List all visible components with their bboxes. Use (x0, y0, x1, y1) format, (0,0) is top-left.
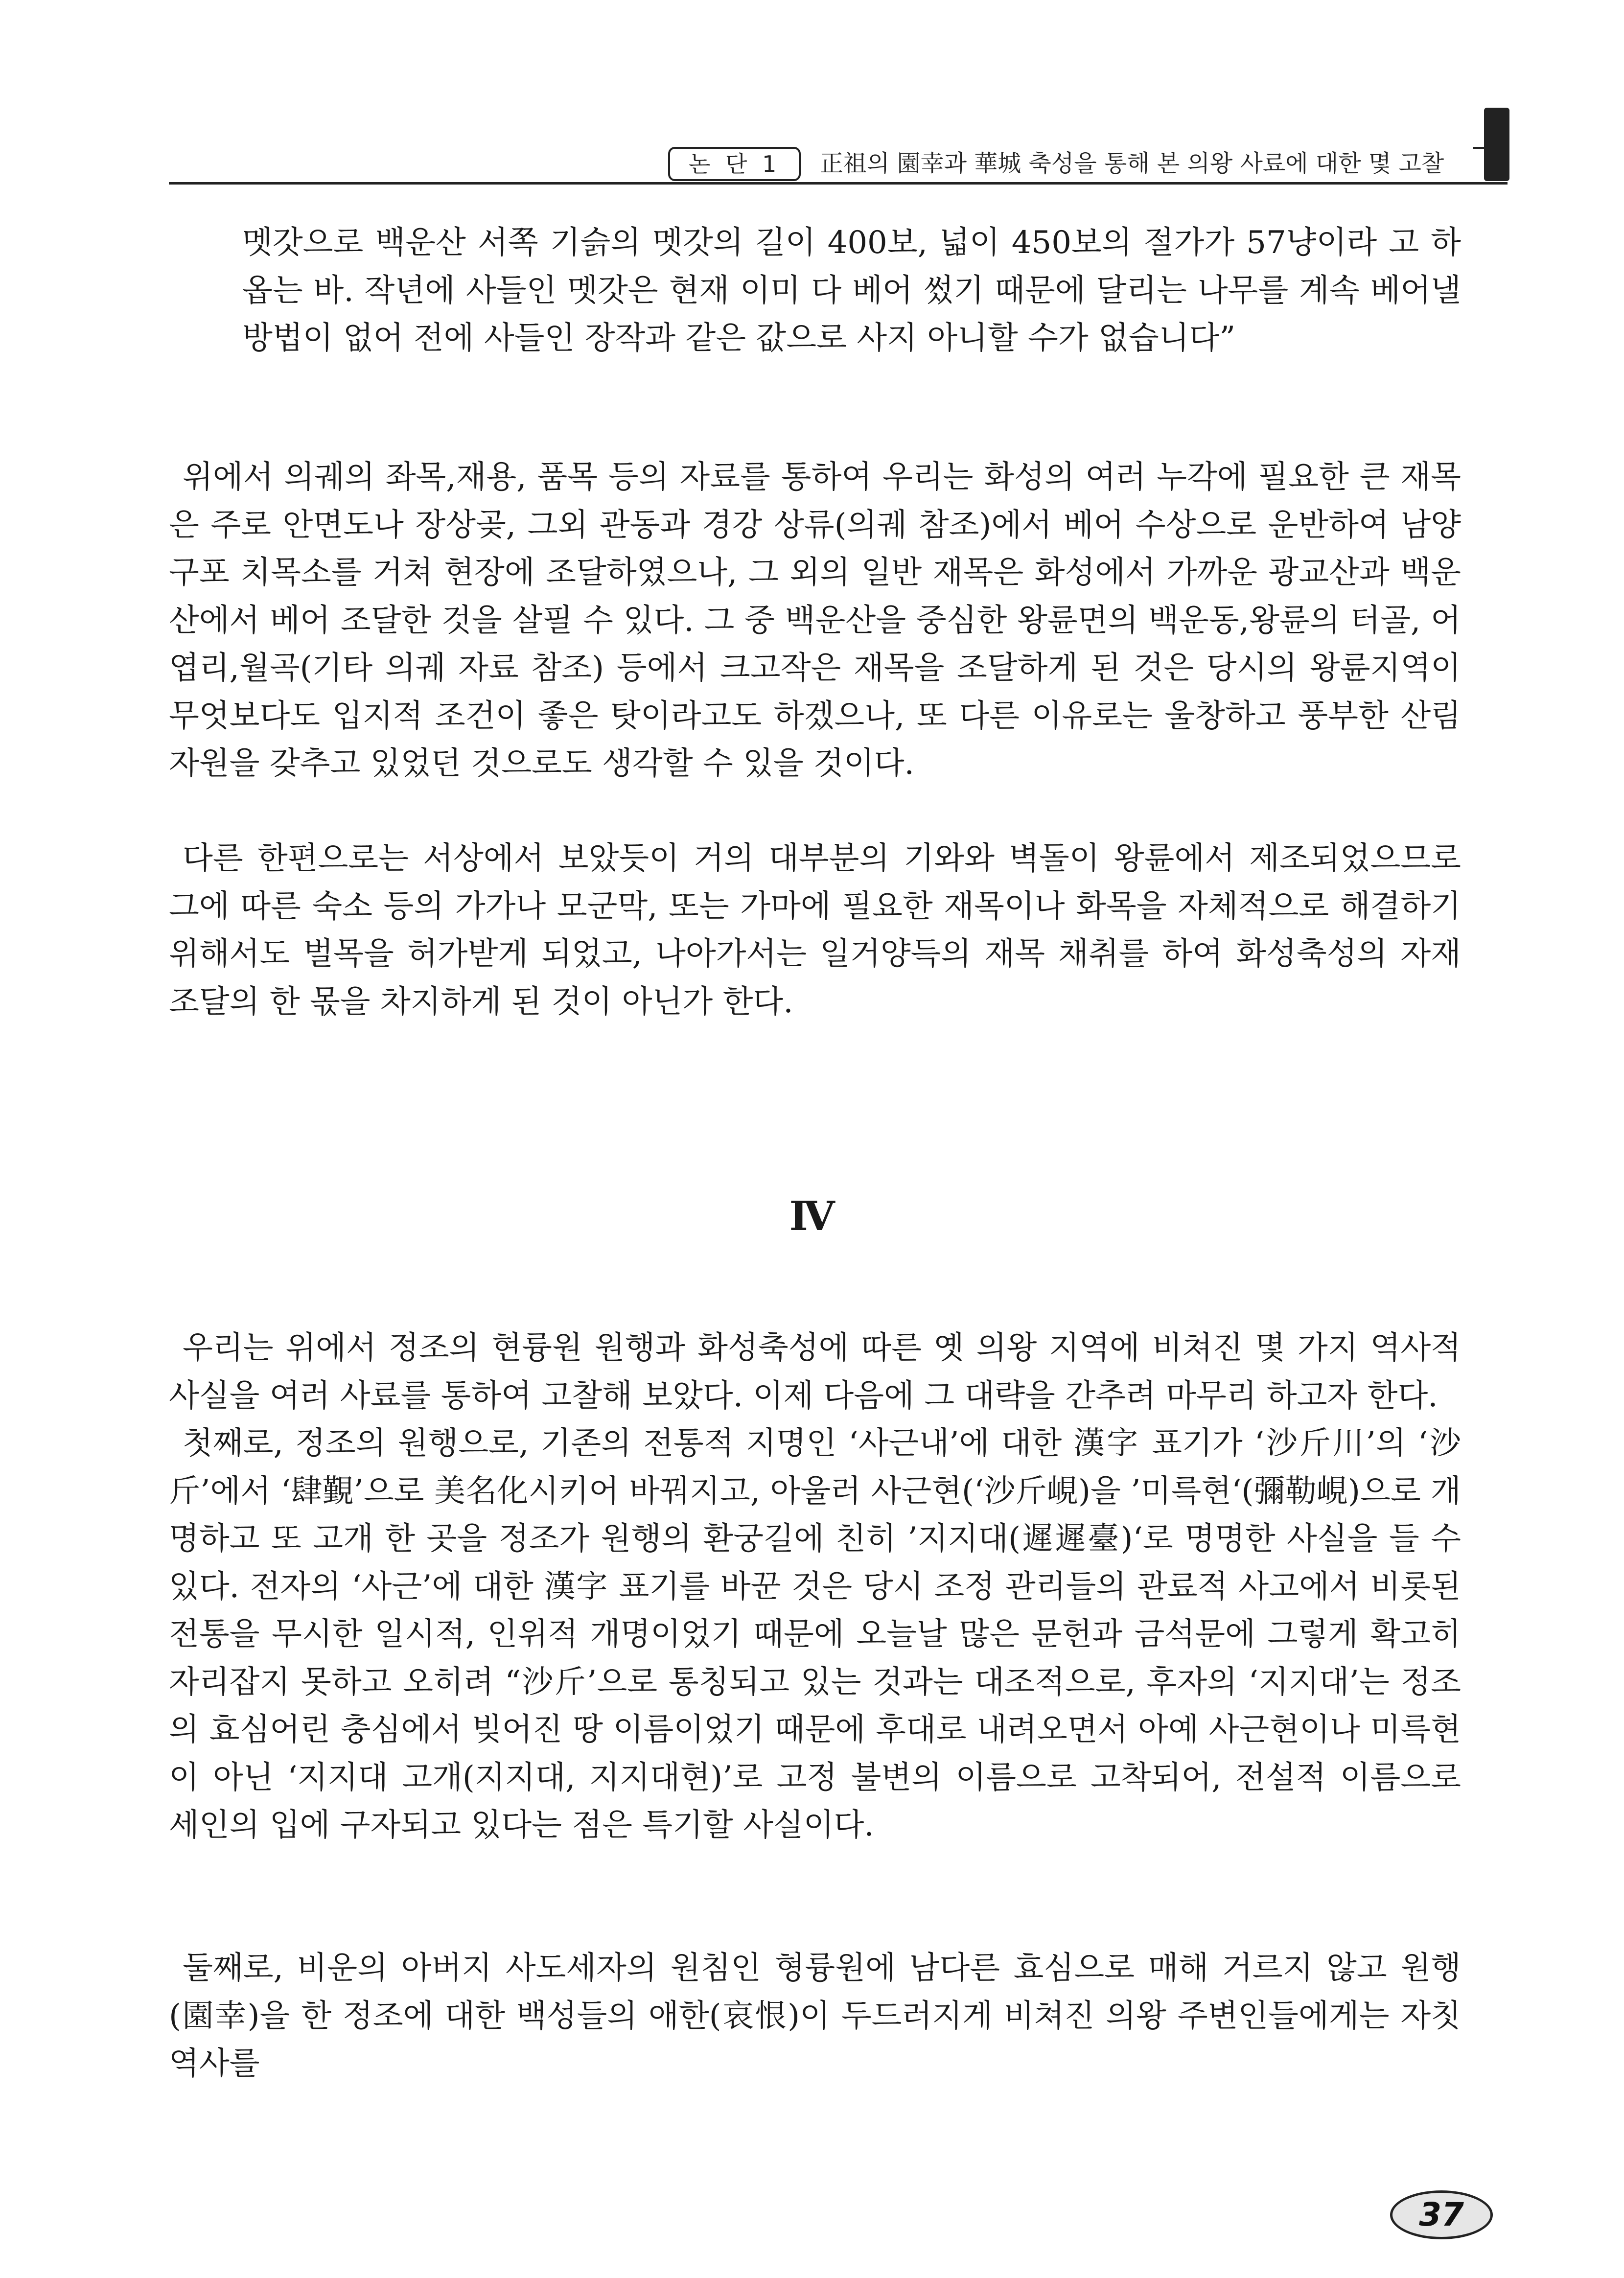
section-heading-number: Ⅳ (789, 1193, 835, 1240)
paragraph-before-1: 위에서 의궤의 좌목,재용, 품목 등의 자료를 통하여 우리는 화성의 여러 누각에 필요한 큰 재목은 주로 안면도나 장상곶, 그외 관동과 경강 상류(의궤 참조)에서 베어 수상으로 운반하여 남양 구포 치목소를 거쳐 현장에 조달하였으나, 그 외의 일반 재목은 화성에서 가까운 광교산과 백운산에서 베어 조달한 것을 살필 수 있다. 그 중 백운산을 중심한 왕륜면의 백운동,왕륜의 터골, 어엽리,월곡(기타 의궤 자료 참조) 등에서 크고작은 재목을 조달하게 된 것은 당시의 왕륜지역이 무엇보다도 입지적 조건이 좋은 탓이라고도 하겠으나, 또 다른 이유로는 울창하고 풍부한 산림자원을 갖추고 있었던 것으로도 생각할 수 있을 것이다. (169, 459, 1461, 782)
header-section-tag: 논 단 1 (668, 147, 801, 181)
paragraph-after-2: 첫째로, 정조의 원행으로, 기존의 전통적 지명인 ‘사근내’에 대한 漢字 표기가 ‘沙斤川’의 ‘沙斤’에서 ‘肆覲’으로 美名化시키어 바꿔지고, 아울러 사근현(‘沙斤峴)을 ’미륵현‘(彌勒峴)으로 개명하고 또 고개 한 곳을 정조가 원행의 환궁길에 친히 ’지지대(遲遲臺)‘로 명명한 사실을 들 수 있다. 전자의 ‘사근’에 대한 漢字 표기를 바꾼 것은 당시 조정 관리들의 관료적 사고에서 비롯된 전통을 무시한 일시적, 인위적 개명이었기 때문에 오늘날 많은 문헌과 금석문에 그렇게 확고히 자리잡지 못하고 오히려 “沙斤’으로 통칭되고 있는 것과는 대조적으로, 후자의 ‘지지대’는 정조의 효심어린 충심에서 빚어진 땅 이름이었기 때문에 후대로 내려오면서 아예 사근현이나 미륵현이 아닌 ‘지지대 고개(지지대, 지지대현)’로 고정 불변의 이름으로 고착되어, 전설적 이름으로 세인의 입에 구자되고 있다는 점은 특기할 사실이다. (169, 1425, 1461, 1843)
paragraph-after-3: 둘째로, 비운의 아버지 사도세자의 원침인 형륭원에 남다른 효심으로 매해 거르지 않고 원행(園幸)을 한 정조에 대한 백성들의 애한(哀恨)이 두드러지게 비쳐진 의왕 주변인들에게는 자칫 역사를 (169, 1950, 1461, 2082)
quote-continuation: 멧갓으로 백운산 서쪽 기슭의 멧갓의 길이 400보, 넓이 450보의 절가가 57냥이라 고 하옵는 바. 작년에 사들인 멧갓은 현재 이미 다 베어 썼기 때문에 달리는 나무를 계속 베어낼 방법이 없어 전에 사들인 장작과 같은 값으로 사지 아니할 수가 없습니다” (242, 225, 1461, 356)
running-header (169, 147, 1508, 186)
page-number-badge: 37 (1390, 2190, 1493, 2239)
header-article-title: 正祖의 園幸과 華城 축성을 통해 본 의왕 사료에 대한 몇 고찰 (820, 150, 1444, 177)
paragraph-before-2: 다른 한편으로는 서상에서 보았듯이 거의 대부분의 기와와 벽돌이 왕륜에서 제조되었으므로 그에 따른 숙소 등의 가가나 모군막, 또는 가마에 필요한 재목이나 화목을 자체적으로 해결하기 위해서도 벌목을 허가받게 되었고, 나아가서는 일거양득의 재목 채취를 하여 화성축성의 자재 조달의 한 몫을 차지하게 된 것이 아닌가 한다. (169, 840, 1461, 1020)
header-rule (169, 182, 1508, 185)
paragraph-after-1: 우리는 위에서 정조의 현륭원 원행과 화성축성에 따른 옛 의왕 지역에 비쳐진 몇 가지 역사적 사실을 여러 사료를 통하여 고찰해 보았다. 이제 다음에 그 대략을 간추려 마무리 하고자 한다. (169, 1330, 1461, 1414)
